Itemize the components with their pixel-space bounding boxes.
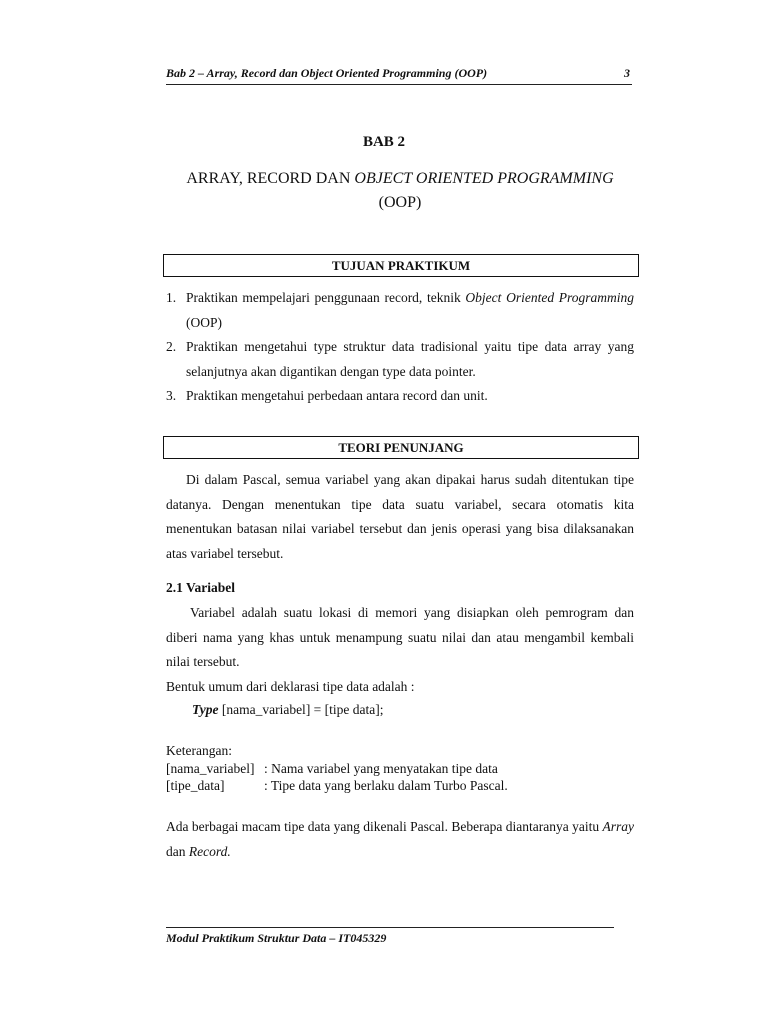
declaration-keyword: Type <box>192 702 219 717</box>
paragraph3-text-b: Array <box>602 819 634 834</box>
objective-item-1 <box>166 286 634 335</box>
variabel-paragraph <box>166 601 634 699</box>
objective-number: 3. <box>166 388 177 403</box>
objective-text: Praktikan mengetahui perbedaan antara record dan unit. <box>186 388 488 403</box>
subsection-heading: 2.1 Variabel <box>166 580 236 595</box>
keterangan-row <box>166 778 508 794</box>
objective-text-b: Object Oriented Programming <box>465 290 634 305</box>
section-box-theory: TEORI PENUNJANG <box>163 436 639 459</box>
chapter-title-part1: ARRAY, RECORD DAN <box>186 170 355 187</box>
running-header <box>166 66 632 85</box>
keterangan-desc: : Tipe data yang berlaku dalam Turbo Pascal. <box>264 778 508 793</box>
objective-text <box>186 286 634 335</box>
variabel-paragraph-text: Variabel adalah suatu lokasi di memori yang disiapkan oleh pemrogram dan diberi nama yang khas untuk menampung suatu nilai dan atau mengambil kembali nilai tersebut. <box>166 605 634 669</box>
objective-item-3 <box>166 384 634 409</box>
objective-number: 1. <box>166 290 177 305</box>
declaration-syntax <box>192 702 384 718</box>
keterangan-desc: : Nama variabel yang menyatakan tipe data <box>264 761 498 776</box>
chapter-title-part2: OBJECT ORIENTED PROGRAMMING <box>354 170 614 187</box>
objective-text-c: (OOP) <box>186 314 222 330</box>
page-number: 3 <box>624 66 630 80</box>
paragraph3-text-a: Ada berbagai macam tipe data yang dikenali Pascal. Beberapa diantaranya yaitu <box>166 819 603 834</box>
keterangan-row <box>166 761 498 777</box>
footer-text: Modul Praktikum Struktur Data – IT045329 <box>166 931 387 945</box>
keterangan-term: [tipe_data] <box>166 778 225 793</box>
theory-paragraph-1: Di dalam Pascal, semua variabel yang akan dipakai harus sudah ditentukan tipe datanya. Dengan menentukan tipe data suatu variabel, secara otomatis kita menentukan batasan nilai variabel tersebut dan jenis operasi yang bisa dilaksanakan atas variabel tersebut. <box>166 472 634 561</box>
chapter-label: BAB 2 <box>362 134 406 150</box>
objective-text-a: Praktikan mempelajari penggunaan record, teknik <box>186 290 466 305</box>
general-form-line: Bentuk umum dari deklarasi tipe data adalah : <box>166 678 415 694</box>
theory-paragraph-3 <box>166 815 634 864</box>
declaration-rest: [nama_variabel] = [tipe data]; <box>218 702 384 717</box>
objective-item-2 <box>166 335 634 384</box>
footer-rule <box>166 927 614 928</box>
keterangan-term: [nama_variabel] <box>166 761 255 776</box>
objectives-list <box>166 286 634 409</box>
paragraph3-text-d: Record. <box>188 843 231 859</box>
chapter-title <box>150 167 650 215</box>
objective-text: Praktikan mengetahui type struktur data tradisional yaitu tipe data array yang selanjutnya akan digantikan dengan type data pointer. <box>186 339 634 379</box>
section-box-objectives: TUJUAN PRAKTIKUM <box>163 254 639 277</box>
objective-number: 2. <box>166 339 177 354</box>
paragraph3-text-c: dan <box>166 843 189 859</box>
keterangan-label: Keterangan: <box>166 743 232 758</box>
running-header-title: Bab 2 – Array, Record dan Object Oriented Programming (OOP) <box>166 66 488 80</box>
chapter-title-part3: (OOP) <box>378 194 422 211</box>
